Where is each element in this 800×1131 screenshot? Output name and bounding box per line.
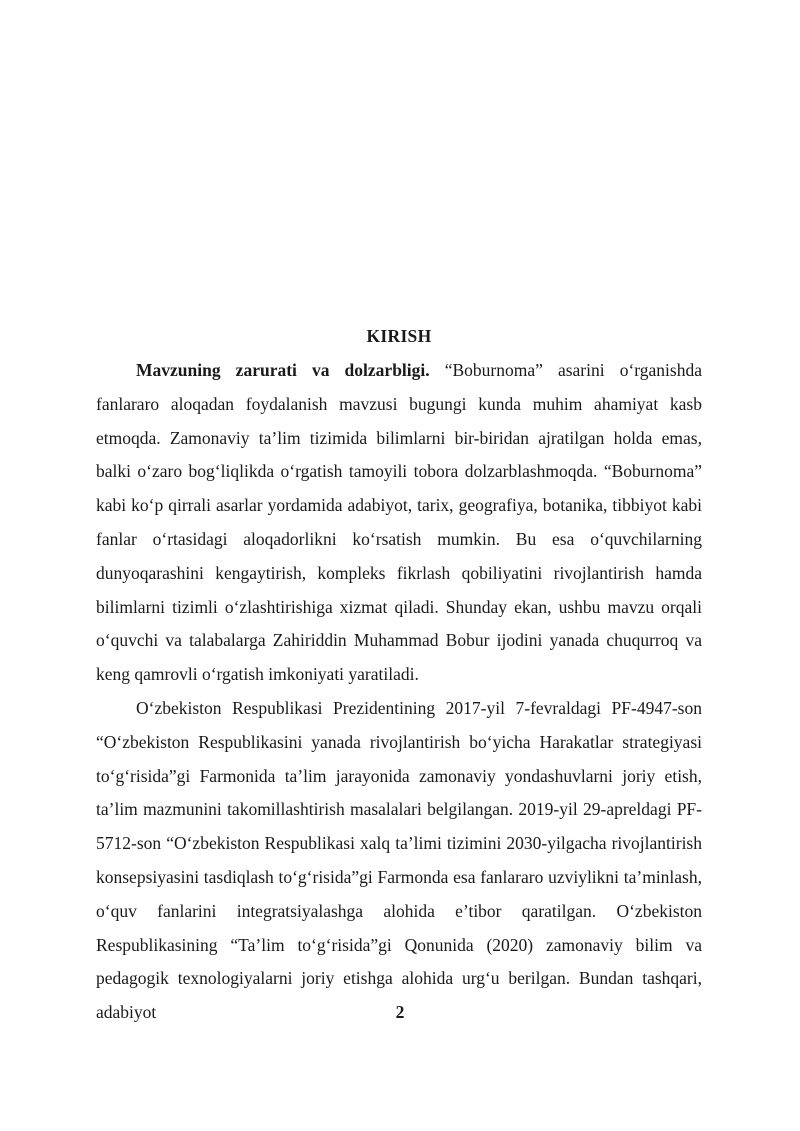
section-heading: KIRISH [366, 326, 432, 346]
paragraph-text: “Boburnoma” asarini o‘rganishda fanlararo aloqadan foydalanish mavzusi bugungi kunda muhim ahamiyat kasb etmoqda. Zamonaviy ta’lim tizimida bilimlarni bir-biridan ajratilgan holda emas, balki o‘zaro bog‘liqlikda o‘rgatish tamoyili tobora dolzarblashmoqda. “Boburnoma” kabi ko‘p qirrali asarlar yordamida adabiyot, tarix, geografiya, botanika, tibbiyot kabi fanlar o‘rtasidagi aloqadorlikni ko‘rsatish mumkin. Bu esa o‘quvchilarning dunyoqarashini kengaytirish, kompleks fikrlash qobiliyatini rivojlantirish hamda bilimlarni tizimli o‘zlashtirishiga xizmat qiladi. Shunday ekan, ushbu mavzu orqali o‘quvchi va talabalarga Zahiriddin Muhammad Bobur ijodini yanada chuqurroq va keng qamrovli o‘rgatish imkoniyati yaratiladi. [96, 360, 702, 685]
paragraph-relevance [96, 354, 702, 692]
paragraph-legal-basis [96, 692, 702, 1030]
paragraph-text: O‘zbekiston Respublikasi Prezidentining 2017-yil 7-fevraldagi PF-4947-son “O‘zbekiston Respublikasini yanada rivojlantirish bo‘yicha Harakatlar strategiyasi to‘g‘risida”gi Farmonida ta’lim jarayonida zamonaviy yondashuvlarni joriy etish, ta’lim mazmunini takomillashtirish masalalari belgilangan. 2019-yil 29-apreldagi PF-5712-son “O‘zbekiston Respublikasi xalq ta’limi tizimini 2030-yilgacha rivojlantirish konsepsiyasini tasdiqlash to‘g‘risida”gi Farmonda esa fanlararo uzviylikni ta’minlash, o‘quv fanlarini integratsiyalashga alohida e’tibor qaratilgan. O‘zbekiston Respublikasining “Ta’lim to‘g‘risida”gi Qonunida (2020) zamonaviy bilim va pedagogik texnologiyalarni joriy etishga alohida urg‘u berilgan. Bundan tashqari, adabiyot [96, 697, 702, 1023]
paragraph-lead: Mavzuning zarurati va dolzarbligi. [136, 360, 430, 380]
document-body [96, 322, 702, 1030]
page-number: 2 [395, 1002, 405, 1022]
